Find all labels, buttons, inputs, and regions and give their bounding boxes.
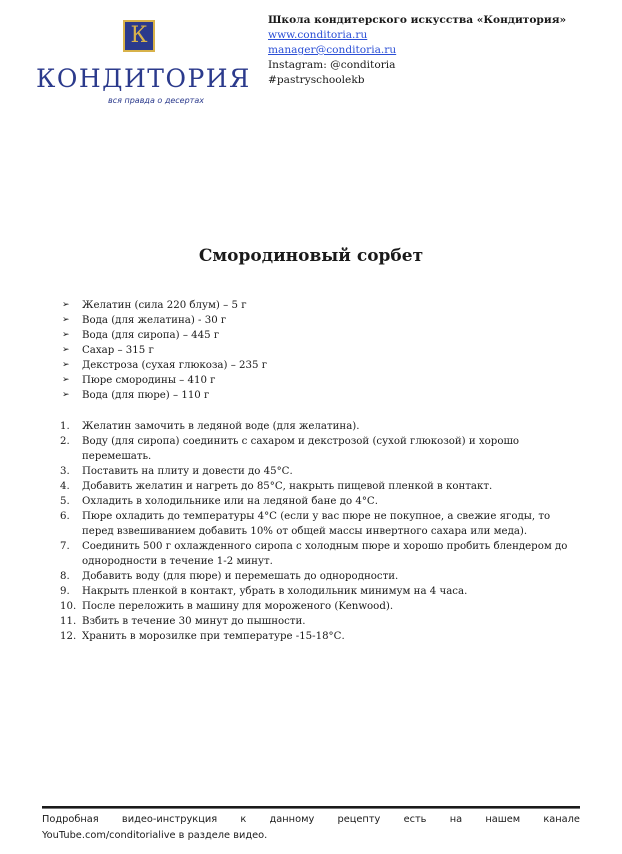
step-number: 7. xyxy=(60,541,70,552)
ingredient-item xyxy=(62,388,572,403)
recipe-title: Смородиновый сорбет xyxy=(198,246,424,266)
step-item xyxy=(60,614,580,629)
step-text: Пюре охладить до температуры 4°С (если у вас пюре не покупное, а свежие ягоды, то перед взвешиванием добавить 10% от общей массы инвертного сахара или меда). xyxy=(82,511,551,537)
footer-word: к xyxy=(240,814,247,825)
footer-word: Подробная xyxy=(42,814,99,825)
website-link[interactable]: www.conditoria.ru xyxy=(268,29,368,41)
instagram-handle: Instagram: @conditoria xyxy=(268,59,396,71)
step-number: 11. xyxy=(60,616,77,627)
footer-line-2: YouTube.com/conditorialive в разделе видео. xyxy=(42,830,268,841)
step-text: Добавить воду (для пюре) и перемешать до однородности. xyxy=(82,571,399,582)
step-text: Охладить в холодильнике или на ледяной бане до 4°С. xyxy=(82,496,378,507)
hashtag: #pastryschoolekb xyxy=(268,74,365,86)
step-number: 4. xyxy=(60,481,70,492)
arrow-check-icon: ➢ xyxy=(62,330,70,340)
step-text: Накрыть пленкой в контакт, убрать в холодильник минимум на 4 часа. xyxy=(82,586,468,597)
step-item xyxy=(60,539,580,569)
step-item xyxy=(60,434,580,464)
ingredient-item xyxy=(62,358,572,373)
ingredient-text: Декстроза (сухая глюкоза) – 235 г xyxy=(82,360,268,371)
ingredient-item xyxy=(62,343,572,358)
logo-tagline: вся правда о десертах xyxy=(108,96,204,105)
step-text: Желатин замочить в ледяной воде (для желатина). xyxy=(82,421,360,432)
step-item xyxy=(60,509,580,539)
footer-word: канале xyxy=(543,814,580,825)
step-item xyxy=(60,569,580,584)
step-text: Взбить в течение 30 минут до пышности. xyxy=(82,616,306,627)
school-name: Школа кондитерского искусства «Кондитория» xyxy=(268,14,567,26)
step-item xyxy=(60,494,580,509)
step-number: 6. xyxy=(60,511,70,522)
step-text: Соединить 500 г охлажденного сиропа с холодным пюре и хорошо пробить блендером до однородности в течение 1-2 минут. xyxy=(82,541,568,567)
step-number: 1. xyxy=(60,421,70,432)
step-item xyxy=(60,419,580,434)
step-text: Поставить на плиту и довести до 45°С. xyxy=(82,466,293,477)
step-item xyxy=(60,479,580,494)
footer-word: рецепту xyxy=(337,814,381,825)
arrow-check-icon: ➢ xyxy=(62,345,70,355)
footer-word: есть xyxy=(403,814,427,825)
arrow-check-icon: ➢ xyxy=(62,300,70,310)
footer-word: нашем xyxy=(485,814,521,825)
step-text: После переложить в машину для мороженого (Kenwood). xyxy=(82,601,394,612)
step-number: 9. xyxy=(60,586,70,597)
logo-mark-icon xyxy=(123,20,155,52)
arrow-check-icon: ➢ xyxy=(62,360,70,370)
footer-note xyxy=(42,812,580,844)
arrow-check-icon: ➢ xyxy=(62,375,70,385)
ingredient-item xyxy=(62,328,572,343)
ingredient-text: Вода (для сиропа) – 445 г xyxy=(82,330,220,341)
ingredient-item xyxy=(62,298,572,313)
arrow-check-icon: ➢ xyxy=(62,390,70,400)
ingredient-text: Сахар – 315 г xyxy=(82,345,154,356)
footer-word: видео-инструкция xyxy=(121,814,218,825)
step-text: Добавить желатин и нагреть до 85°С, накрыть пищевой пленкой в контакт. xyxy=(82,481,493,492)
step-item xyxy=(60,629,580,644)
logo-mark-letter: К xyxy=(130,23,148,48)
ingredients-list xyxy=(62,298,572,403)
step-item xyxy=(60,584,580,599)
logo-wordmark: КОНДИТОРИЯ xyxy=(36,64,251,93)
step-item xyxy=(60,464,580,479)
email-link[interactable]: manager@conditoria.ru xyxy=(268,44,397,56)
step-item xyxy=(60,599,580,614)
conditoria-logo xyxy=(36,20,251,105)
contact-block xyxy=(268,13,588,88)
step-number: 8. xyxy=(60,571,70,582)
ingredient-text: Вода (для желатина) - 30 г xyxy=(82,315,227,326)
footer-word: данному xyxy=(269,814,315,825)
steps-list xyxy=(60,419,580,644)
step-number: 2. xyxy=(60,436,70,447)
footer-divider xyxy=(42,806,580,809)
step-text: Хранить в морозилке при температуре -15-18°С. xyxy=(82,631,345,642)
arrow-check-icon: ➢ xyxy=(62,315,70,325)
footer-line-1 xyxy=(42,812,580,828)
step-number: 5. xyxy=(60,496,70,507)
ingredient-text: Вода (для пюре) – 110 г xyxy=(82,390,210,401)
ingredient-text: Пюре смородины – 410 г xyxy=(82,375,216,386)
ingredient-item xyxy=(62,373,572,388)
ingredient-item xyxy=(62,313,572,328)
ingredient-text: Желатин (сила 220 блум) – 5 г xyxy=(82,300,247,311)
step-text: Воду (для сиропа) соединить с сахаром и декстрозой (сухой глюкозой) и хорошо перемешать. xyxy=(82,436,520,462)
footer-word: на xyxy=(449,814,463,825)
step-number: 10. xyxy=(60,601,77,612)
step-number: 12. xyxy=(60,631,77,642)
step-number: 3. xyxy=(60,466,70,477)
